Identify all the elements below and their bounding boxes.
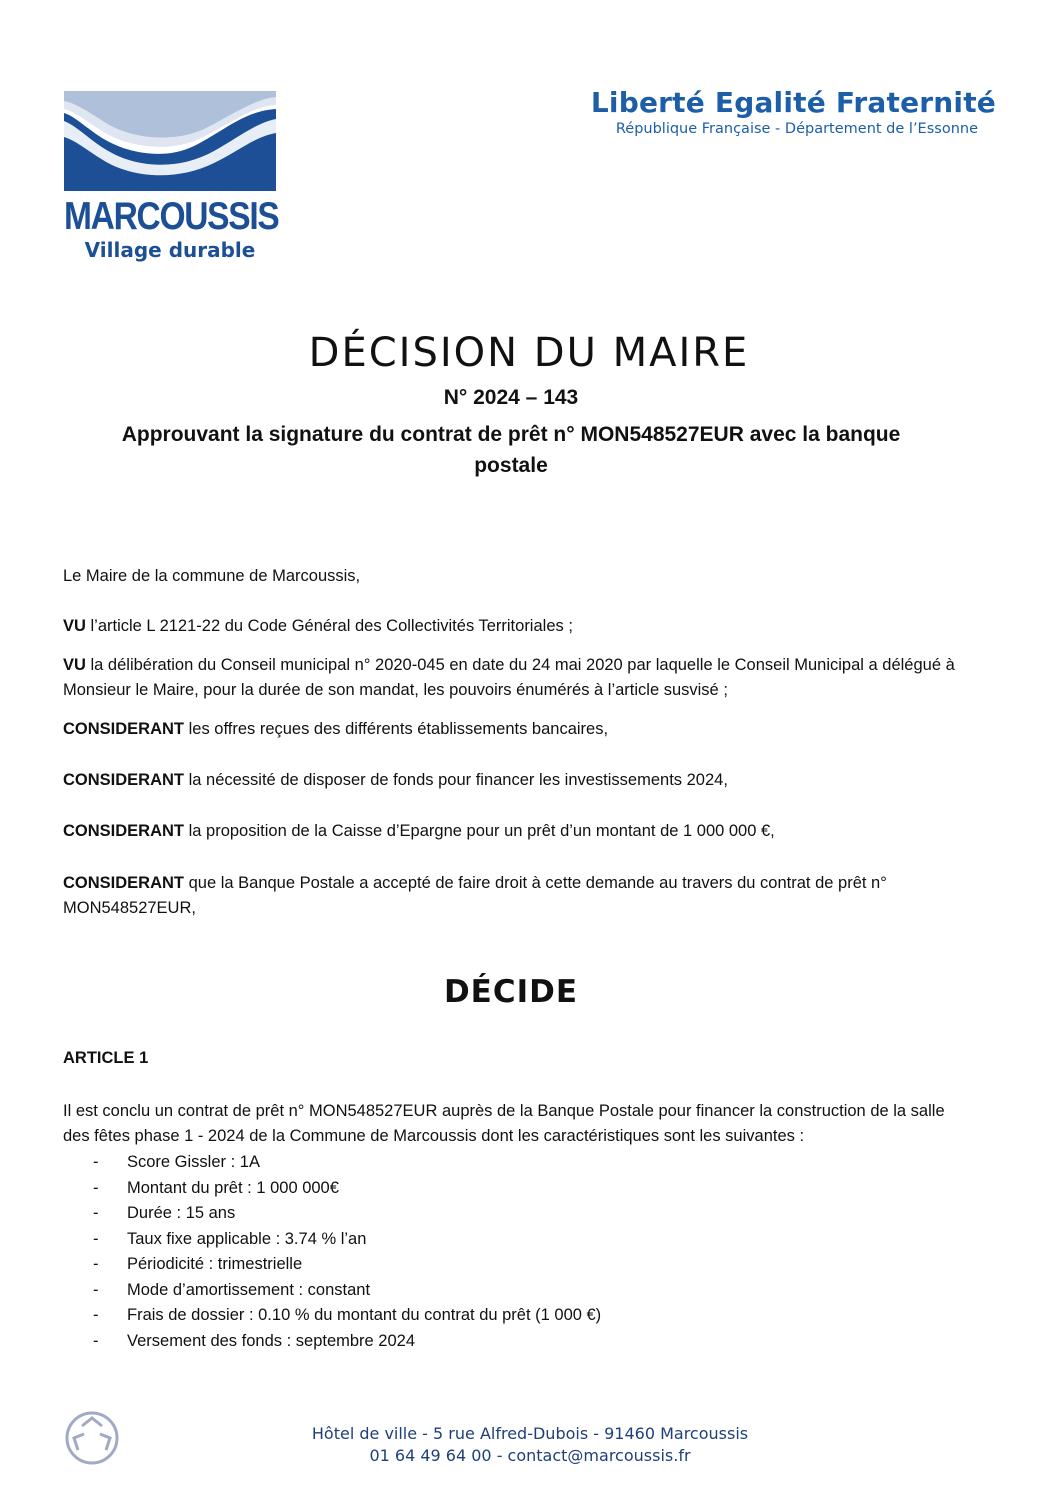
logo-tagline: Village durable <box>84 238 256 262</box>
considerant-text: la nécessité de disposer de fonds pour financer les investissements 2024, <box>184 771 728 789</box>
list-item-text: Taux fixe applicable : 3.74 % l’an <box>127 1229 367 1248</box>
list-bullet: - <box>93 1229 99 1248</box>
vu-text: l’article L 2121-22 du Code Général des Collectivités Territoriales ; <box>85 617 573 635</box>
wave-emblem <box>64 91 276 191</box>
considerant-text: la proposition de la Caisse d’Epargne pour un prêt d’un montant de 1 000 000 €, <box>184 822 775 840</box>
list-item-text: Versement des fonds : septembre 2024 <box>127 1331 416 1350</box>
considerant-paragraph-1 <box>63 717 968 742</box>
list-item <box>93 1303 601 1329</box>
considerant-paragraph-2 <box>63 768 968 793</box>
list-bullet: - <box>93 1204 99 1222</box>
list-bullet: - <box>93 1280 99 1299</box>
list-bullet: - <box>93 1153 99 1171</box>
list-bullet: - <box>93 1178 99 1197</box>
motto-subtitle: République Française - Département de l’Essonne <box>615 121 978 137</box>
considerant-paragraph-4 <box>63 871 968 921</box>
article-title: ARTICLE 1 <box>63 1049 149 1067</box>
list-item <box>93 1176 601 1202</box>
marcoussis-logo <box>64 91 279 266</box>
list-item <box>93 1150 601 1176</box>
decision-subject: Approuvant la signature du contrat de prêt n° MON548527EUR avec la banque postale <box>121 423 901 477</box>
footer-address: Hôtel de ville - 5 rue Alfred-Dubois - 91460 Marcoussis <box>311 1424 749 1443</box>
considerant-keyword: CONSIDERANT <box>63 822 185 840</box>
vu-paragraph-1 <box>63 614 968 639</box>
list-bullet: - <box>93 1331 99 1350</box>
considerant-keyword: CONSIDERANT <box>63 874 185 892</box>
vu-keyword: VU <box>63 656 86 674</box>
list-item <box>93 1201 601 1227</box>
list-item-text: Frais de dossier : 0.10 % du montant du contrat du prêt (1 000 €) <box>127 1306 602 1324</box>
vu-text: la délibération du Conseil municipal n° 2020-045 en date du 24 mai 2020 par laquelle le Conseil Municipal a délégué à Monsieur le Maire, pour la durée de son mandat, les pouvoirs énumérés à l’article susvisé ; <box>63 656 955 699</box>
list-item <box>93 1227 601 1253</box>
intro-paragraph: Le Maire de la commune de Marcoussis, <box>63 567 361 585</box>
loan-characteristics-list <box>93 1150 601 1354</box>
decide-heading: DÉCIDE <box>443 974 579 1010</box>
list-item <box>93 1252 601 1278</box>
list-item <box>93 1329 601 1355</box>
footer-phone-email: 01 64 49 64 00 - contact@marcoussis.fr <box>369 1446 691 1465</box>
considerant-paragraph-3 <box>63 819 968 844</box>
list-item-text: Durée : 15 ans <box>127 1204 236 1222</box>
page-title: DÉCISION DU MAIRE <box>308 330 750 376</box>
decision-number: N° 2024 – 143 <box>443 386 579 409</box>
footer-contact <box>0 1423 1058 1467</box>
considerant-text: que la Banque Postale a accepté de faire droit à cette demande au travers du contrat de prêt n° MON548527EUR, <box>63 874 887 917</box>
list-bullet: - <box>93 1306 99 1324</box>
considerant-keyword: CONSIDERANT <box>63 720 185 738</box>
list-item-text: Score Gissler : 1A <box>127 1153 260 1171</box>
motto-text: Liberté Egalité Fraternité <box>590 86 996 119</box>
list-bullet: - <box>93 1255 99 1273</box>
list-item-text: Montant du prêt : 1 000 000€ <box>127 1178 339 1197</box>
list-item-text: Périodicité : trimestrielle <box>127 1255 303 1273</box>
vu-keyword: VU <box>63 617 86 635</box>
considerant-text: les offres reçues des différents établissements bancaires, <box>184 720 609 738</box>
vu-paragraph-2 <box>63 653 968 703</box>
article-text: Il est conclu un contrat de prêt n° MON548527EUR auprès de la Banque Postale pour financer la construction de la salle des fêtes phase 1 - 2024 de la Commune de Marcoussis dont les caractéristiques sont les suivantes : <box>63 1102 945 1145</box>
considerant-keyword: CONSIDERANT <box>63 771 185 789</box>
list-item-text: Mode d’amortissement : constant <box>127 1280 371 1299</box>
logo-name: MARCOUSSIS <box>64 195 279 238</box>
republic-motto <box>591 86 996 137</box>
list-item <box>93 1278 601 1304</box>
